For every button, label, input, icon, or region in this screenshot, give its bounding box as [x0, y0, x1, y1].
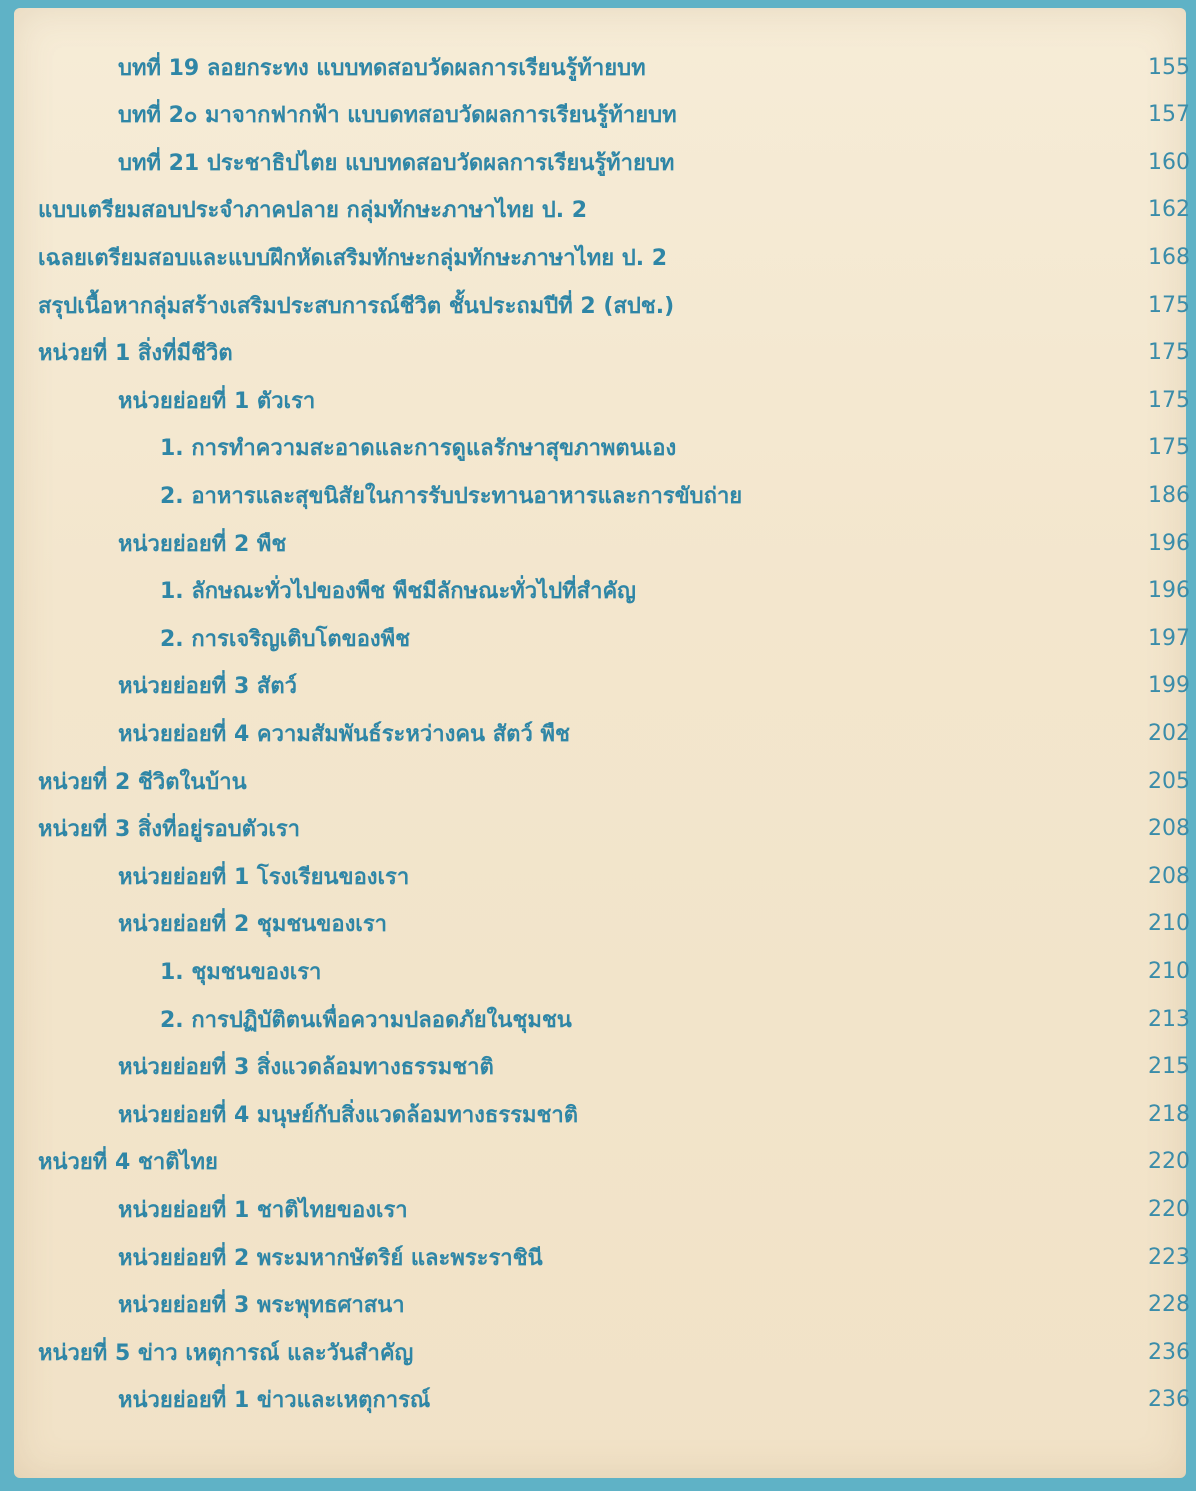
toc-entry — [118, 1282, 1190, 1328]
toc-entry — [118, 1377, 1190, 1423]
toc-entry — [38, 234, 1190, 280]
toc-entry-title: เฉลยเตรียมสอบและแบบฝึกหัดเสริมทักษะกลุ่มทักษะภาษาไทย ป. 2 — [38, 245, 668, 271]
toc-entry-page-number: 220 — [1148, 1149, 1190, 1175]
toc-entry — [118, 520, 1190, 566]
toc-entry-title: หน่วยที่ 1 สิ่งที่มีชีวิต — [38, 341, 233, 367]
toc-entry-title: หน่วยที่ 3 สิ่งที่อยู่รอบตัวเรา — [38, 817, 301, 843]
toc-entry-title: หน่วยย่อยที่ 3 สัตว์ — [118, 674, 297, 700]
toc-entry-page-number: 202 — [1148, 720, 1190, 746]
toc-entry-page-number: 157 — [1148, 102, 1190, 128]
toc-entry-title: บทที่ 21 ประชาธิปไตย แบบทดสอบวัดผลการเรียนรู้ท้ายบท — [118, 150, 675, 176]
toc-entry-title: 2. การปฏิบัติตนเพื่อความปลอดภัยในชุมชน — [160, 1007, 572, 1033]
toc-entry-title: บทที่ 19 ลอยกระทง แบบทดสอบวัดผลการเรียนรู้ท้ายบท — [118, 55, 646, 81]
toc-entry — [118, 663, 1190, 709]
toc-entry-title: บทที่ 2๐ มาจากฟากฟ้า แบบดทสอบวัดผลการเรียนรู้ท้ายบท — [118, 103, 677, 129]
toc-entry — [38, 187, 1190, 233]
toc-entry-page-number: 162 — [1148, 197, 1190, 223]
toc-entry — [160, 615, 1190, 661]
toc-entry-title: หน่วยย่อยที่ 2 พระมหากษัตริย์ และพระราชินี — [118, 1245, 543, 1271]
toc-entry-page-number: 210 — [1148, 911, 1190, 937]
toc-entry-title: หน่วยย่อยที่ 1 ข่าวและเหตุการณ์ — [118, 1388, 431, 1414]
toc-entry — [38, 806, 1190, 852]
toc-entry-title: หน่วยย่อยที่ 1 ชาติไทยของเรา — [118, 1197, 408, 1223]
toc-entry-title: หน่วยย่อยที่ 2 ชุมชนของเรา — [118, 912, 387, 938]
table-of-contents — [14, 8, 1190, 1478]
toc-entry-page-number: 197 — [1148, 625, 1190, 651]
toc-entry — [38, 758, 1190, 804]
toc-entry-title: หน่วยที่ 4 ชาติไทย — [38, 1150, 218, 1176]
toc-entry — [118, 1044, 1190, 1090]
toc-entry — [118, 901, 1190, 947]
toc-entry-title: สรุปเนื้อหากลุ่มสร้างเสริมประสบการณ์ชีวิต ชั้นประถมปีที่ 2 (สปช.) — [38, 293, 675, 319]
toc-entry-page-number: 215 — [1148, 1054, 1190, 1080]
toc-entry-page-number: 208 — [1148, 863, 1190, 889]
toc-entry-page-number: 223 — [1148, 1244, 1190, 1270]
toc-entry-page-number: 196 — [1148, 578, 1190, 604]
toc-entry-title: หน่วยย่อยที่ 3 สิ่งแวดล้อมทางธรรมชาติ — [118, 1055, 494, 1081]
toc-entry — [118, 853, 1190, 899]
toc-entry-page-number: 160 — [1148, 149, 1190, 175]
toc-entry-title: หน่วยย่อยที่ 1 ตัวเรา — [118, 388, 316, 414]
toc-entry — [118, 44, 1190, 90]
toc-entry — [38, 1329, 1190, 1375]
toc-entry-page-number: 218 — [1148, 1101, 1190, 1127]
toc-entry — [118, 1186, 1190, 1232]
toc-entry-title: 2. การเจริญเติบโตของพืช — [160, 626, 411, 652]
toc-entry-page-number: 175 — [1148, 292, 1190, 318]
toc-entry — [160, 996, 1190, 1042]
toc-entry-title: หน่วยย่อยที่ 4 มนุษย์กับสิ่งแวดล้อมทางธรรมชาติ — [118, 1102, 579, 1128]
toc-entry-page-number: 186 — [1148, 482, 1190, 508]
toc-entry — [160, 425, 1190, 471]
toc-entry — [118, 710, 1190, 756]
toc-entry — [160, 472, 1190, 518]
toc-entry-page-number: 210 — [1148, 958, 1190, 984]
toc-entry-page-number: 208 — [1148, 816, 1190, 842]
toc-entry — [118, 377, 1190, 423]
toc-entry-title: 1. การทำความสะอาดและการดูแลรักษาสุขภาพตนเอง — [160, 436, 677, 462]
toc-entry-title: 1. ลักษณะทั่วไปของพืช พืชมีลักษณะทั่วไปที่สำคัญ — [160, 579, 636, 605]
toc-entry-title: หน่วยย่อยที่ 1 โรงเรียนของเรา — [118, 864, 410, 890]
toc-entry-title: หน่วยย่อยที่ 4 ความสัมพันธ์ระหว่างคน สัตว์ พืช — [118, 721, 570, 747]
toc-entry-page-number: 168 — [1148, 244, 1190, 270]
document-page — [14, 8, 1190, 1478]
toc-entry — [160, 948, 1190, 994]
toc-entry-page-number: 196 — [1148, 530, 1190, 556]
toc-entry-page-number: 205 — [1148, 768, 1190, 794]
toc-entry-page-number: 175 — [1148, 387, 1190, 413]
toc-entry-page-number: 236 — [1148, 1339, 1190, 1365]
toc-entry — [118, 1234, 1190, 1280]
toc-entry — [160, 568, 1190, 614]
toc-entry-page-number: 228 — [1148, 1292, 1190, 1318]
toc-entry-title: หน่วยที่ 2 ชีวิตในบ้าน — [38, 769, 247, 795]
toc-entry-page-number: 236 — [1148, 1387, 1190, 1413]
toc-entry — [118, 1091, 1190, 1137]
toc-entry-page-number: 220 — [1148, 1196, 1190, 1222]
toc-entry-title: แบบเตรียมสอบประจำภาคปลาย กลุ่มทักษะภาษาไทย ป. 2 — [38, 198, 588, 224]
toc-entry-title: หน่วยย่อยที่ 3 พระพุทธศาสนา — [118, 1293, 405, 1319]
toc-entry-title: 1. ชุมชนของเรา — [160, 959, 322, 985]
toc-entry-page-number: 175 — [1148, 435, 1190, 461]
toc-entry-title: 2. อาหารและสุขนิสัยในการรับประทานอาหารและการขับถ่าย — [160, 483, 743, 509]
toc-entry-title: หน่วยย่อยที่ 2 พืช — [118, 531, 287, 557]
toc-entry-page-number: 175 — [1148, 340, 1190, 366]
toc-entry — [38, 282, 1190, 328]
toc-entry-page-number: 213 — [1148, 1006, 1190, 1032]
toc-entry — [38, 330, 1190, 376]
toc-entry-title: หน่วยที่ 5 ข่าว เหตุการณ์ และวันสำคัญ — [38, 1340, 414, 1366]
toc-entry — [118, 139, 1190, 185]
toc-entry — [38, 1139, 1190, 1185]
toc-entry — [118, 92, 1190, 138]
toc-entry-page-number: 199 — [1148, 673, 1190, 699]
toc-entry-page-number: 155 — [1148, 54, 1190, 80]
